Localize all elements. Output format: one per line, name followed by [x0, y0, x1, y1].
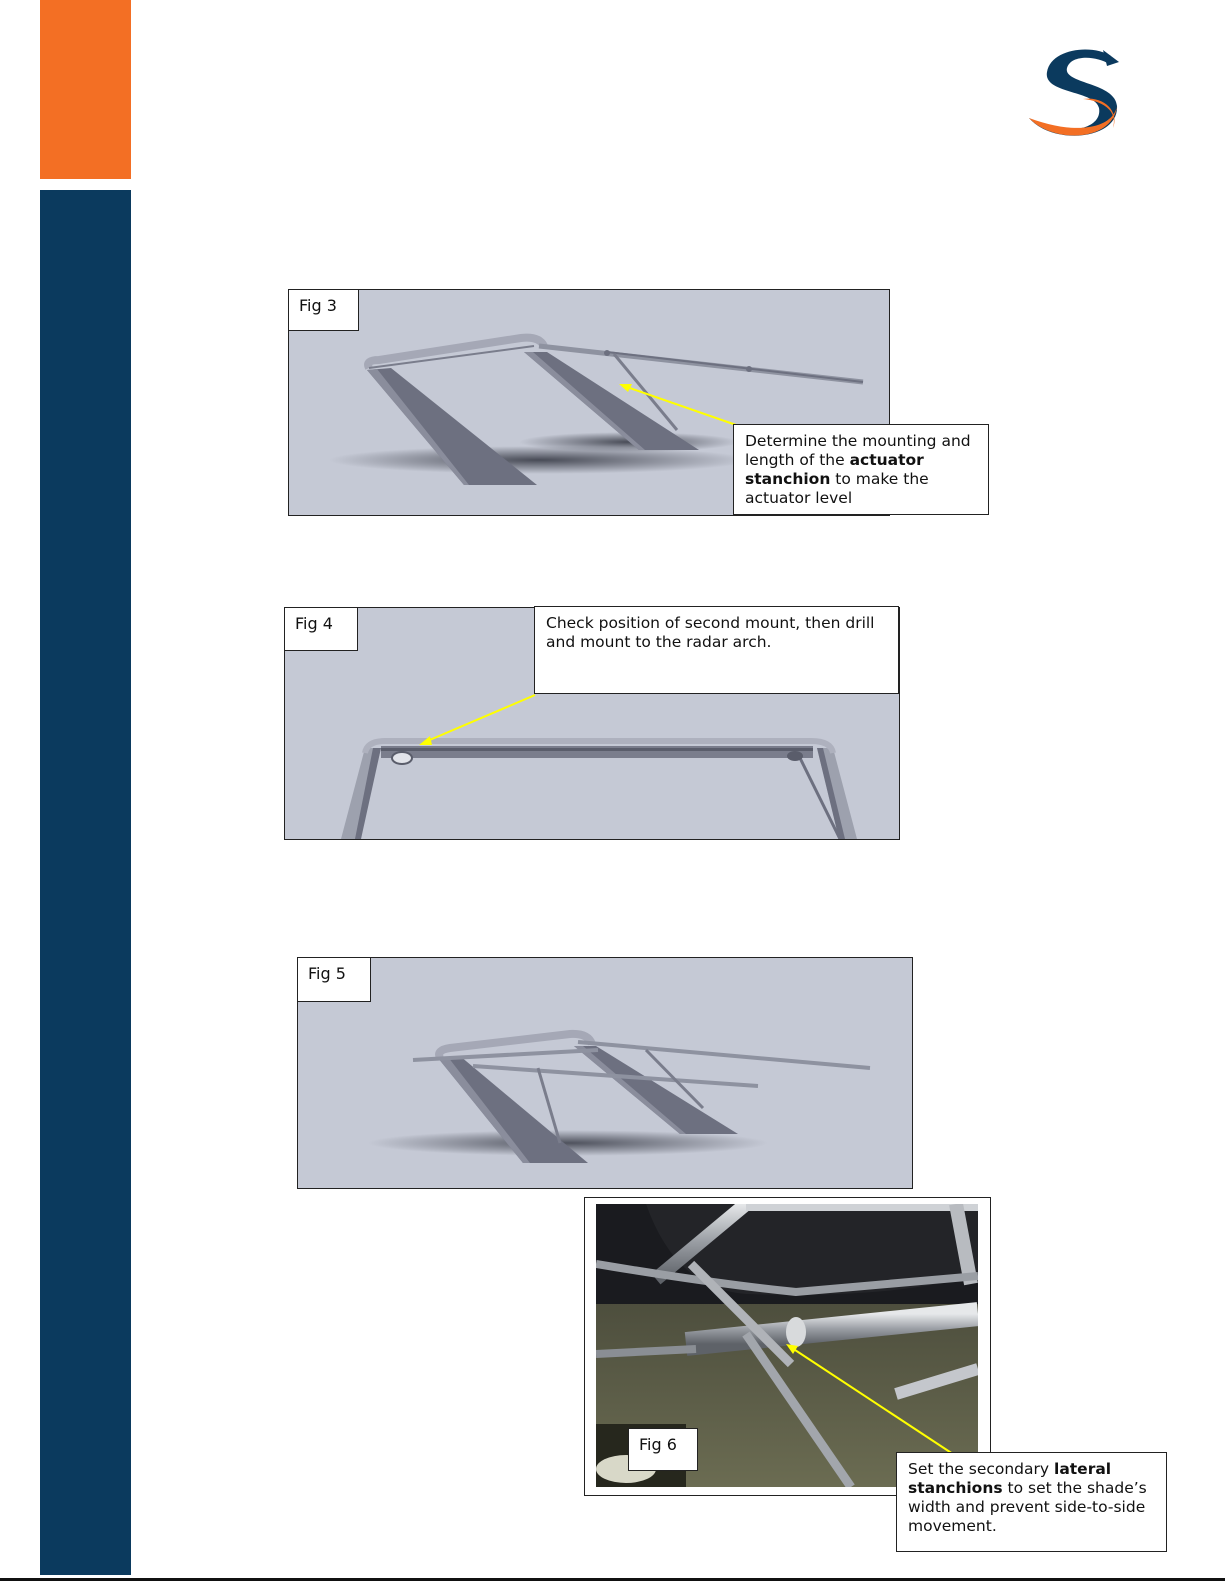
- fig3-callout-text-1: Determine the mounting and length of the: [745, 432, 971, 469]
- fig3-callout-text-2: to make the actuator level: [745, 470, 929, 507]
- fig6-callout-text-2: to set the shade’s width and prevent side-to-side movement.: [908, 1479, 1147, 1535]
- fig4-label: Fig 4: [284, 607, 358, 651]
- fig3-callout: [733, 424, 989, 515]
- fig4-callout-text: Check position of second mount, then drill and mount to the radar arch.: [546, 614, 875, 651]
- sidebar-orange-block: [40, 0, 131, 179]
- fig6-callout-text-1: Set the secondary: [908, 1460, 1054, 1478]
- fig3-callout-bold: actuator stanchion: [745, 451, 924, 488]
- fig4-callout: [534, 606, 899, 694]
- footer-rule: [0, 1578, 1225, 1581]
- fig6-label: Fig 6: [628, 1428, 698, 1471]
- brand-logo-icon: [1023, 44, 1123, 144]
- fig5-label: Fig 5: [297, 957, 371, 1002]
- sidebar-navy-block: [40, 190, 131, 1575]
- fig6-callout: [896, 1452, 1167, 1552]
- fig5-image: [297, 957, 913, 1189]
- fig3-label: Fig 3: [288, 289, 359, 331]
- fig6-callout-bold: lateral stanchions: [908, 1460, 1112, 1497]
